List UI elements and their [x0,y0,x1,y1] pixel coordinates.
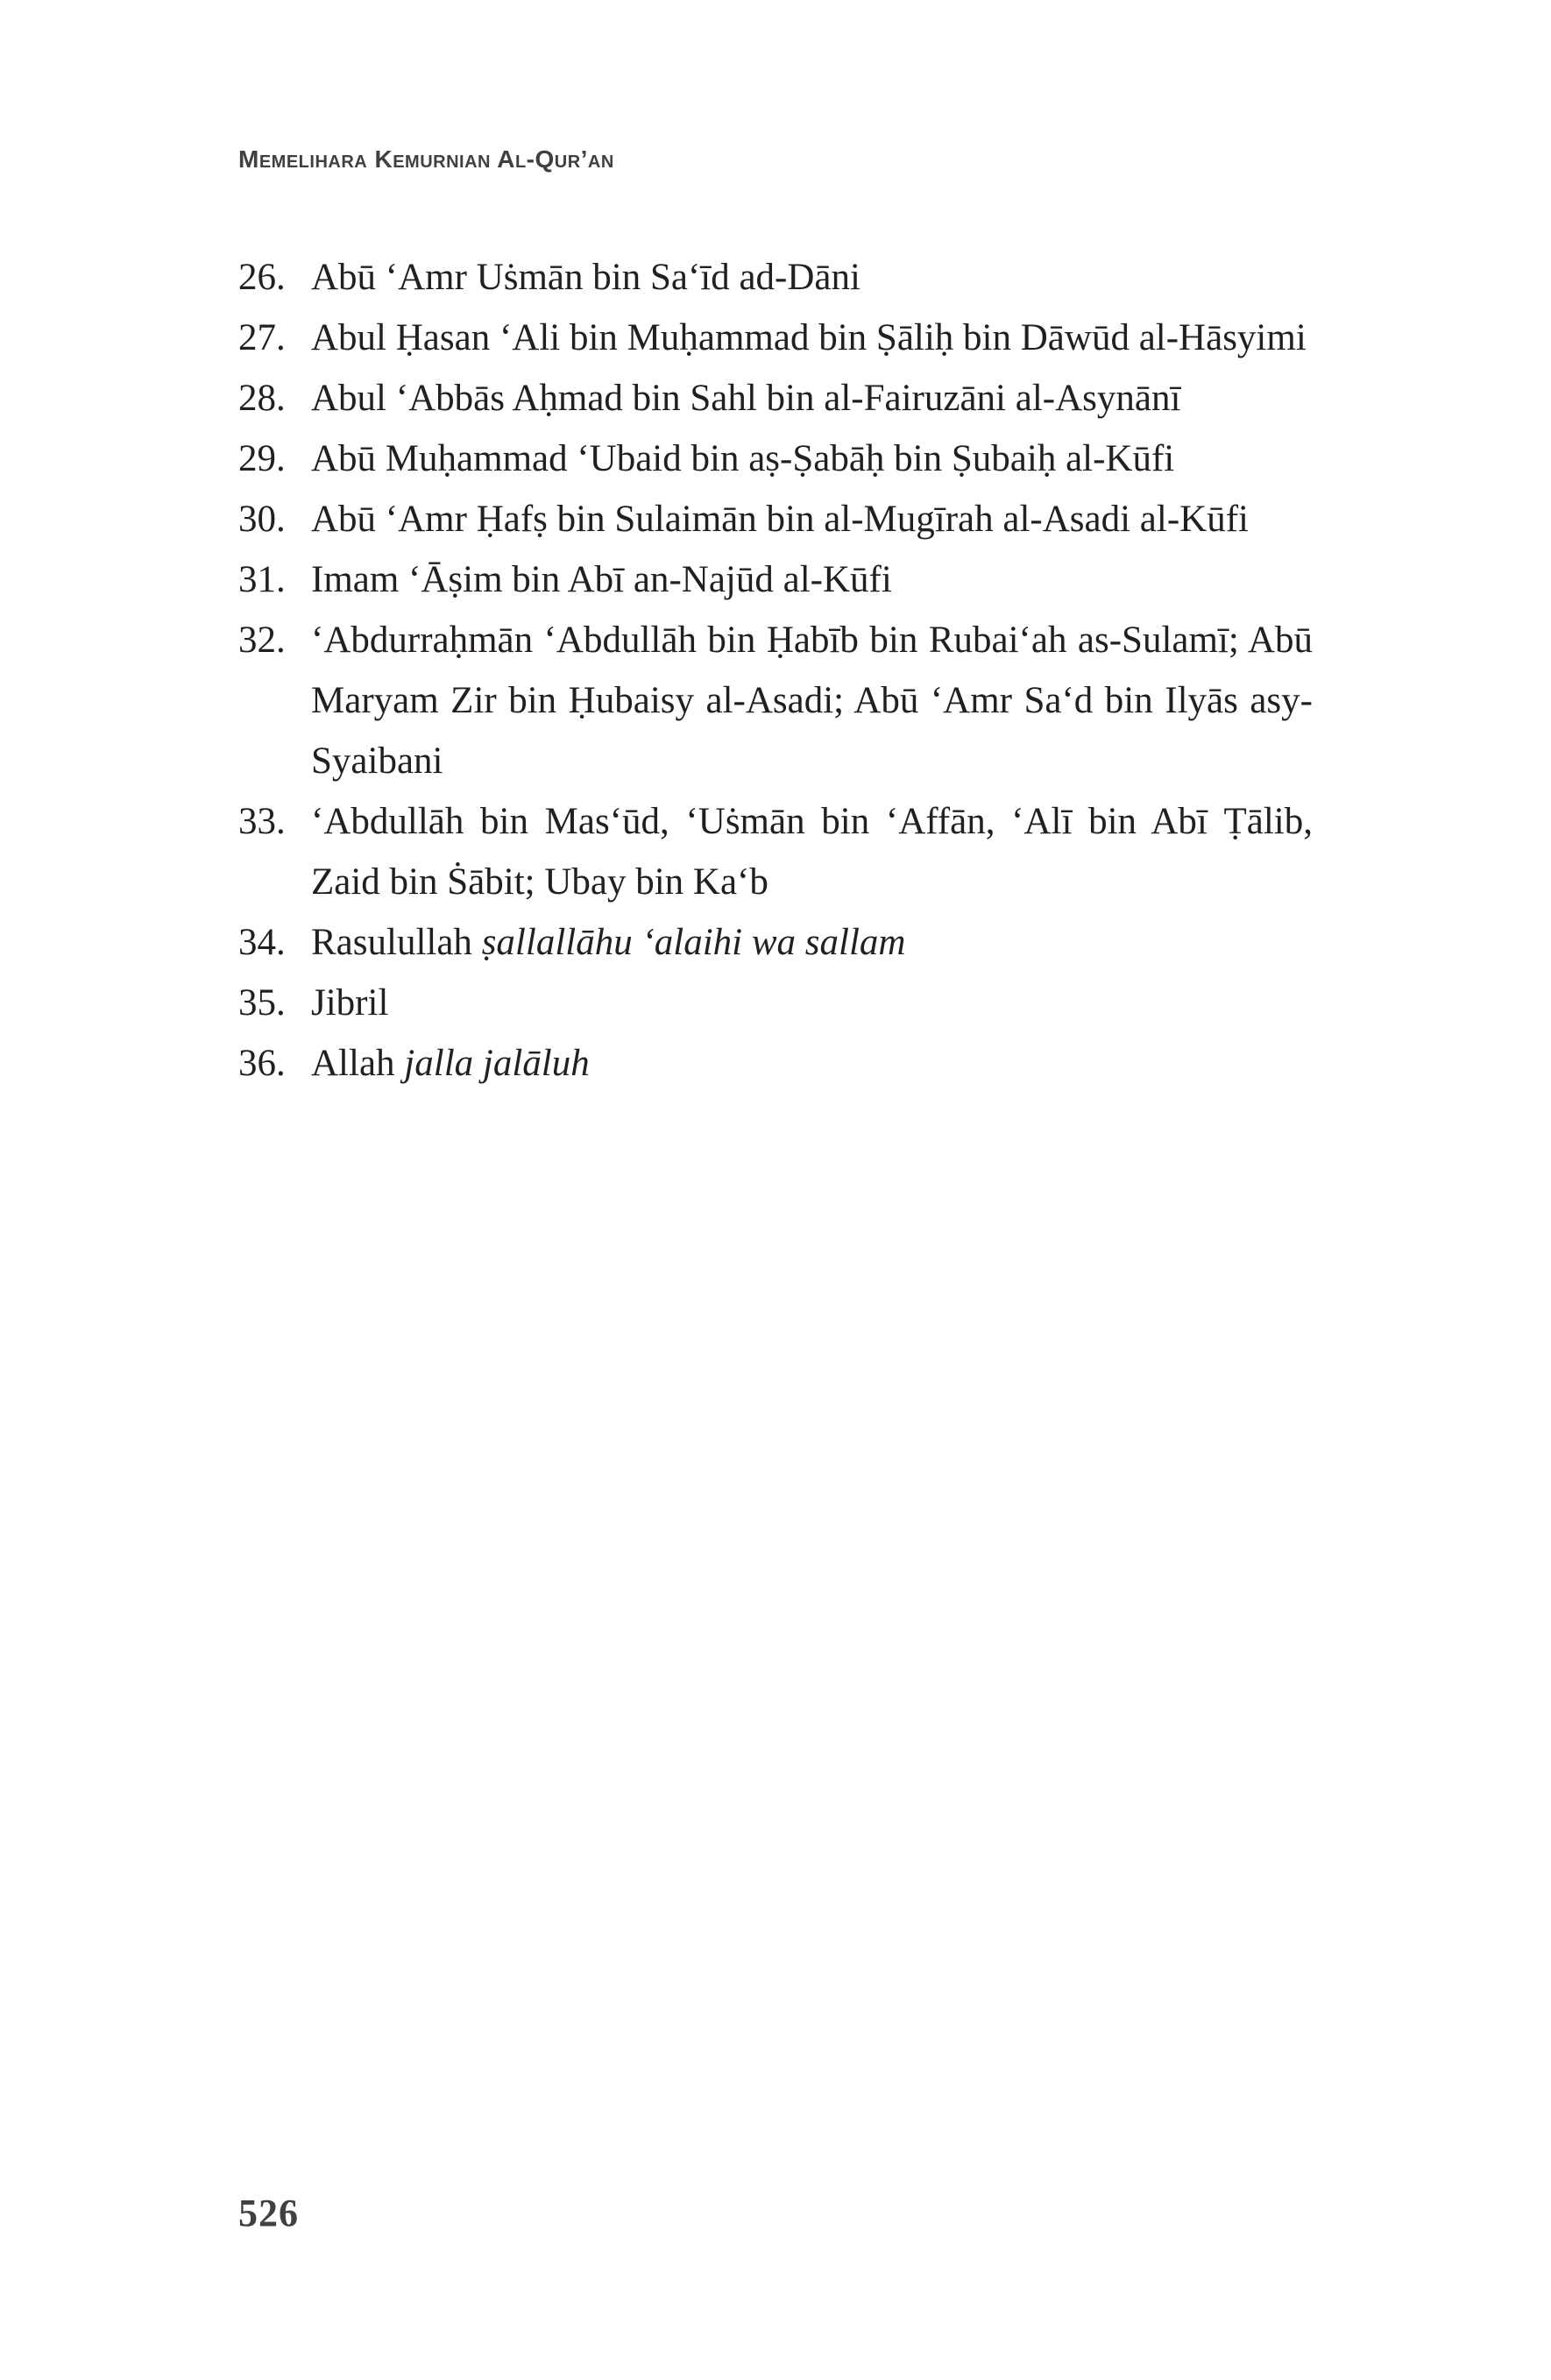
list-item-number: 34. [238,922,286,963]
list-item-text [311,912,1313,973]
list-item-number: 36. [238,1043,286,1084]
numbered-list [238,247,1313,1094]
list-item [238,489,1313,549]
list-item-name: Rasulullah [311,922,472,963]
list-item-number: 27. [238,317,286,358]
list-item-text: Abū Muḥammad ‘Ubaid bin aṣ-Ṣabāḥ bin Ṣubaiḥ al-Kūfi [311,438,1175,479]
list-item [238,1033,1313,1094]
list-item-number: 30. [238,499,286,540]
list-item-text: Abul Ḥasan ‘Ali bin Muḥammad bin Ṣāliḥ bin Dāwūd al-Hāsyimi [311,317,1307,358]
list-item-number: 33. [238,801,286,842]
list-item-text: Imam ‘Āṣim bin Abī an-Najūd al-Kūfi [311,559,892,600]
list-item [238,429,1313,489]
list-item [238,308,1313,368]
list-item [238,368,1313,429]
list-item-honorific: jalla jalāluh [404,1043,590,1084]
list-item [238,549,1313,610]
list-item-text: ‘Abdurraḥmān ‘Abdullāh bin Ḥabīb bin Rubai‘ah as-Sulamī; Abū Maryam Zir bin Ḥubaisy al-Asadi; Abū ‘Amr Sa‘d bin Ilyās asy-Syaibani [311,620,1313,782]
list-item-number: 31. [238,559,286,600]
running-head: Memelihara Kemurnian Al-Qur’an [238,145,614,173]
list-item-text [311,1033,1313,1094]
list-item [238,973,1313,1033]
list-item [238,912,1313,973]
list-item-text: Abul ‘Abbās Aḥmad bin Sahl bin al-Fairuzāni al-Asynānī [311,378,1181,419]
list-item-number: 28. [238,378,286,419]
list-item-honorific: ṣallallāhu ‘alaihi wa sallam [481,922,906,963]
list-item-text: ‘Abdullāh bin Mas‘ūd, ‘Uṡmān bin ‘Affān, ‘Alī bin Abī Ṭālib, Zaid bin Ṡābit; Ubay bin Ka‘b [311,801,1313,903]
list-item [238,247,1313,308]
list-item-number: 29. [238,438,286,479]
list-item-number: 32. [238,620,286,661]
page-number: 526 [238,2192,299,2235]
list-item-text: Jibril [311,982,389,1024]
list-item [238,610,1313,791]
list-item-number: 26. [238,257,286,298]
list-item-name: Allah [311,1043,395,1084]
list-item-text: Abū ‘Amr Ḥafṣ bin Sulaimān bin al-Mugīrah al-Asadi al-Kūfi [311,499,1249,540]
list-item [238,791,1313,912]
list-item-number: 35. [238,982,286,1024]
list-item-text: Abū ‘Amr Uṡmān bin Sa‘īd ad-Dāni [311,257,860,298]
